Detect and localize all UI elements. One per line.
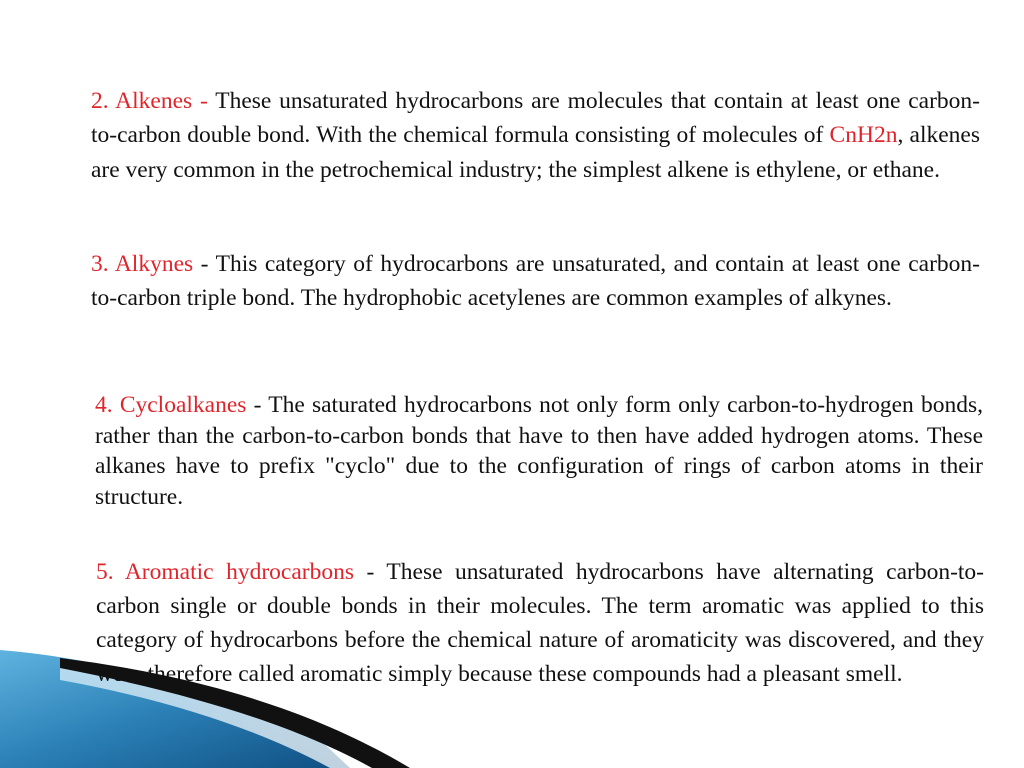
paragraph-cycloalkanes	[95, 390, 983, 512]
term-cycloalkanes: 4. Cycloalkanes	[95, 392, 247, 418]
term-alkynes: 3. Alkynes	[91, 251, 194, 277]
alkenes-text-1: These unsaturated hydrocarbons are molecules that contain at least one carbon-to-carbon double bond. With the chemical formula consisting of molecules of	[91, 88, 980, 149]
term-alkenes: 2. Alkenes -	[91, 88, 208, 114]
alkynes-text: - This category of hydrocarbons are unsaturated, and contain at least one carbon-to-carbon triple bond. The hydrophobic acetylenes are common examples of alkynes.	[91, 251, 981, 312]
paragraph-alkenes	[91, 84, 980, 187]
paragraph-alkynes	[91, 247, 980, 316]
aromatic-text: - These unsaturated hydrocarbons have alternating carbon-to-carbon single or double bonds in their molecules. The term aromatic was applied to this category of hydrocarbons before the chemical nature of aromaticity was discovered, and they were therefore called aromatic simply because these compounds had a pleasant smell.	[96, 559, 984, 687]
term-aromatic: 5. Aromatic hydrocarbons	[96, 559, 354, 585]
alkenes-text-2: , alkenes are very common in the petrochemical industry; the simplest alkene is ethylene, or ethane.	[91, 122, 981, 183]
alkene-formula: CnH2n	[829, 122, 898, 149]
cycloalkanes-text: - The saturated hydrocarbons not only form only carbon-to-hydrogen bonds, rather than the carbon-to-carbon bonds that have to then have added hydrogen atoms. These alkanes have to prefix "cyclo" due to the configuration of rings of carbon atoms in their structure.	[95, 392, 984, 510]
paragraph-aromatic	[96, 555, 984, 691]
